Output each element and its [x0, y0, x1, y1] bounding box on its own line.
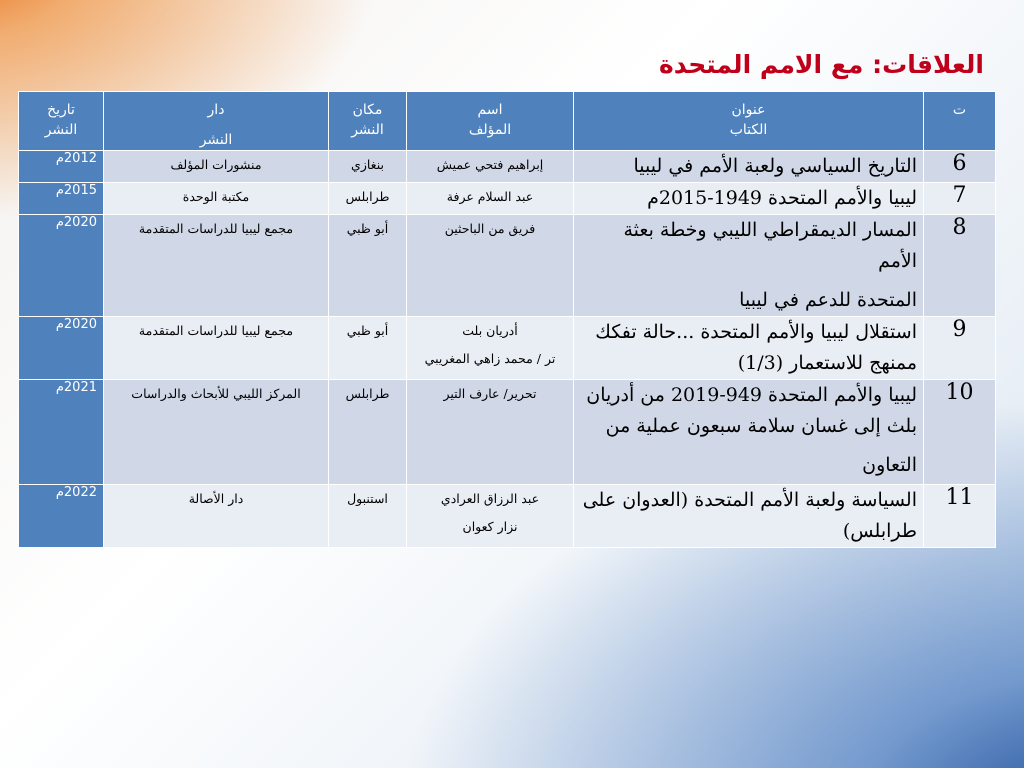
publisher: دار الأصالة	[104, 485, 329, 548]
publish-date: 2012م	[19, 151, 104, 183]
book-author: تحرير/ عارف التير	[407, 380, 574, 485]
header-title: عنوان الكتاب	[574, 92, 924, 151]
table-row	[19, 485, 996, 548]
publish-date: 2020م	[19, 317, 104, 380]
table-header-row	[19, 92, 996, 151]
publish-place: طرابلس	[329, 380, 407, 485]
book-title: السياسة ولعبة الأمم المتحدة (العدوان على طرابلس)	[574, 485, 924, 548]
publish-place: استنبول	[329, 485, 407, 548]
book-title: ليبيا والأمم المتحدة 949-2019 من أدريان بلث إلى غسان سلامة سبعون عملية من التعاون	[574, 380, 924, 485]
publisher: مجمع ليبيا للدراسات المتقدمة	[104, 317, 329, 380]
table-row	[19, 317, 996, 380]
row-number: 8	[924, 215, 996, 317]
publisher: منشورات المؤلف	[104, 151, 329, 183]
table-row	[19, 151, 996, 183]
row-number: 11	[924, 485, 996, 548]
publish-place: طرابلس	[329, 183, 407, 215]
publish-date: 2021م	[19, 380, 104, 485]
publish-date: 2015م	[19, 183, 104, 215]
book-author: عبد الرزاق العرادي نزار كعوان	[407, 485, 574, 548]
book-author: إبراهيم فتحي عميش	[407, 151, 574, 183]
row-number: 9	[924, 317, 996, 380]
publish-date: 2020م	[19, 215, 104, 317]
row-number: 7	[924, 183, 996, 215]
row-number: 6	[924, 151, 996, 183]
book-title: المسار الديمقراطي الليبي وخطة بعثة الأمم المتحدة للدعم في ليبيا	[574, 215, 924, 317]
book-title: استقلال ليبيا والأمم المتحدة ...حالة تفكك ممنهج للاستعمار (1/3)	[574, 317, 924, 380]
book-title: ليبيا والأمم المتحدة 1949-2015م	[574, 183, 924, 215]
table-row	[19, 215, 996, 317]
table-row	[19, 380, 996, 485]
publish-place: أبو ظبي	[329, 317, 407, 380]
header-date: تاريخ النشر	[19, 92, 104, 151]
publish-place: أبو ظبي	[329, 215, 407, 317]
book-title: التاريخ السياسي ولعبة الأمم في ليبيا	[574, 151, 924, 183]
publisher: المركز الليبي للأبحاث والدراسات	[104, 380, 329, 485]
book-author: عبد السلام عرفة	[407, 183, 574, 215]
header-place: مكان النشر	[329, 92, 407, 151]
publisher: مكتبة الوحدة	[104, 183, 329, 215]
publish-place: بنغازي	[329, 151, 407, 183]
books-table	[18, 91, 996, 548]
slide-title: العلاقات: مع الامم المتحدة	[659, 50, 984, 79]
header-author: اسم المؤلف	[407, 92, 574, 151]
book-author: فريق من الباحثين	[407, 215, 574, 317]
book-author: أدريان بلت تر / محمد زاهي المغريبي	[407, 317, 574, 380]
header-num: ت	[924, 92, 996, 151]
header-publisher: دار النشر	[104, 92, 329, 151]
row-number: 10	[924, 380, 996, 485]
publish-date: 2022م	[19, 485, 104, 548]
table-row	[19, 183, 996, 215]
publisher: مجمع ليبيا للدراسات المتقدمة	[104, 215, 329, 317]
